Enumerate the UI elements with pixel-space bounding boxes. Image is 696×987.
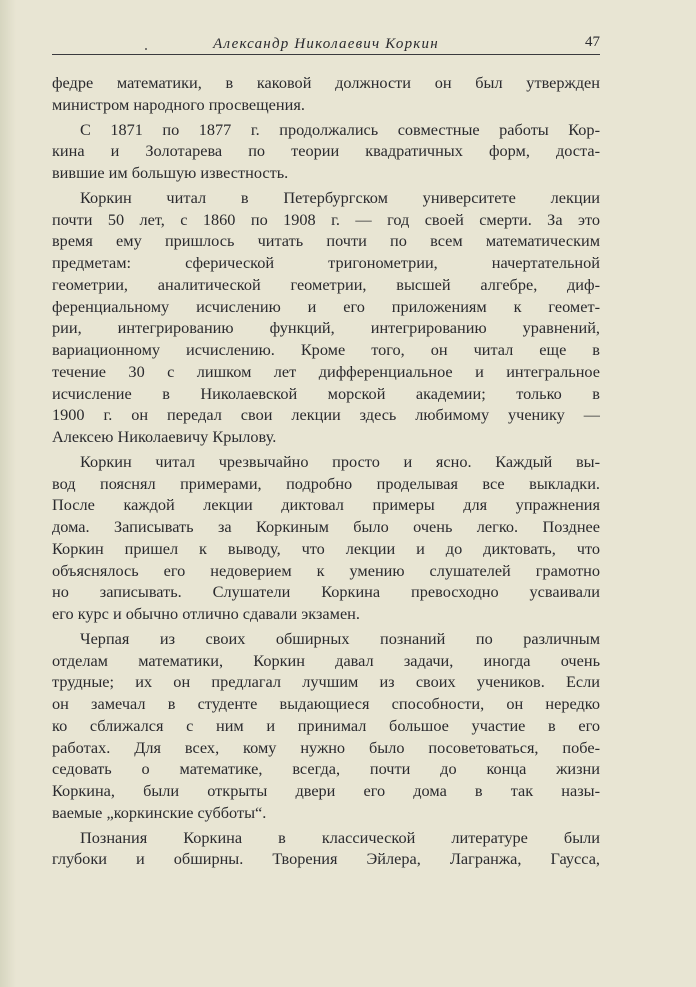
paragraph (52, 72, 600, 116)
text-line: но записывать. Слушатели Коркина превосходно усваивали (52, 582, 600, 602)
text-line: время ему пришлось читать почти по всем математическим (52, 231, 600, 251)
text-line: Черпая из своих обширных познаний по различным (80, 628, 600, 648)
page-header (52, 30, 600, 55)
text-line: исчисление в Николаевской морской академии; только в (52, 383, 600, 403)
text-line: Коркина, были открыты двери его дома в так назы- (52, 781, 600, 800)
text-line: вод пояснял примерами, подробно проделывая все выкладки. (52, 473, 600, 493)
text-line: трудные; их он предлагал лучшим из своих учеников. Если (52, 672, 600, 692)
text-line: предметам: сферической тригонометрии, начертательной (52, 253, 600, 272)
text-line: министром народного просвещения. (52, 94, 305, 114)
text-line: его курс и обычно отлично сдавали экзамен. (52, 604, 360, 623)
text-line: кина и Золотарева по теории квадратичных форм, доста- (52, 141, 600, 161)
paragraph (52, 628, 600, 824)
text-line: седовать о математике, всегда, почти до конца жизни (52, 759, 600, 779)
text-line: Алексею Николаевичу Крылову. (52, 427, 277, 446)
text-line: работах. Для всех, кому нужно было посоветоваться, побе- (52, 737, 600, 757)
paragraph (52, 827, 600, 871)
text-line: ваемые „коркинские субботы“. (52, 802, 267, 822)
paragraph (52, 187, 600, 448)
text-line: После каждой лекции диктовал примеры для упражнения (52, 495, 600, 515)
text-line: глубоки и обширны. Творения Эйлера, Лагранжа, Гаусса, (52, 849, 600, 869)
text-line: вившие им большую известность. (52, 163, 289, 182)
text-line: дома. Записывать за Коркиным было очень легко. Позднее (52, 517, 600, 536)
text-line: федре математики, в каковой должности он был утвержден (52, 73, 600, 92)
text-line: геометрии, аналитической геометрии, высшей алгебре, диф- (52, 274, 600, 294)
text-line: он замечал в студенте выдающиеся способности, он нередко (52, 694, 600, 713)
text-line: Коркин читал чрезвычайно просто и ясно. Каждый вы- (80, 451, 600, 471)
text-line: ко сближался с ним и принимал большое участие в его (52, 715, 600, 735)
text-line: рии, интегрированию функций, интегрированию уравнений, (52, 318, 600, 338)
paragraph (52, 119, 600, 184)
text-line: ференциальному исчислению и его приложениям к геомет- (52, 296, 600, 316)
text-line: объяснялось его недоверием к умению слушателей грамотно (52, 560, 600, 580)
body-text (52, 72, 600, 873)
text-line: 1900 г. он передал свои лекции здесь любимому ученику — (52, 405, 600, 425)
running-head: Александр Николаевич Коркин (213, 36, 439, 52)
text-line: Познания Коркина в классической литературе были (80, 827, 600, 847)
text-line: отделам математики, Коркин давал задачи, иногда очень (52, 650, 600, 670)
text-line: течение 30 с лишком лет дифференциальное и интегральное (52, 361, 600, 381)
text-line: Коркин пришел к выводу, что лекции и до диктовать, что (52, 538, 600, 558)
text-line: С 1871 по 1877 г. продолжались совместные работы Кор- (80, 119, 600, 139)
paragraph (52, 451, 600, 625)
page-number: 47 (585, 34, 600, 50)
text-line: вариационному исчислению. Кроме того, он читал еще в (52, 340, 600, 359)
page-gutter-shadow (0, 0, 16, 987)
text-line: Коркин читал в Петербургском университете лекции (80, 187, 600, 207)
text-line: почти 50 лет, с 1860 по 1908 г. — год своей смерти. За это (52, 209, 600, 229)
